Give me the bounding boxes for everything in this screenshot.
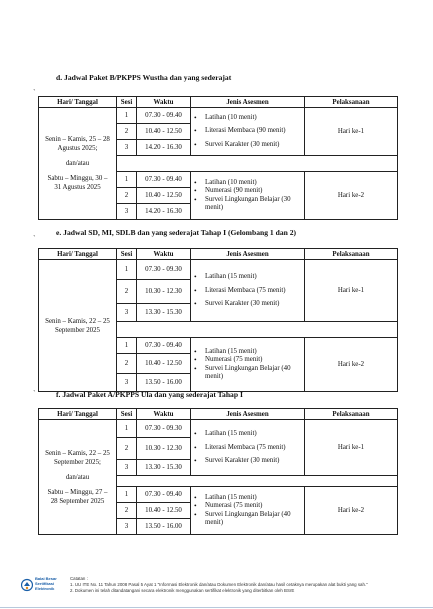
waktu-cell: 07.30 - 09.40 <box>137 108 191 124</box>
jenis-item: • Latihan (10 menit) <box>193 114 302 122</box>
jenis-item: • Literasi Membaca (75 menit) <box>193 287 302 295</box>
sesi-cell: 3 <box>117 304 137 322</box>
sesi-cell: 3 <box>117 374 137 392</box>
bsre-logo <box>20 575 70 599</box>
jenis-cell <box>191 260 305 322</box>
section-e-table <box>38 248 398 392</box>
day-range-2: Sabtu – Minggu, 30 – 31 Agustus 2025 <box>47 175 108 191</box>
footer-notes <box>70 576 368 594</box>
bsre-logo-text: Balai Besar Sertifikasi Elektronik <box>35 576 57 591</box>
section-f-table <box>38 408 398 535</box>
sesi-cell: 3 <box>117 140 137 156</box>
header-hari: Hari/ Tanggal <box>39 97 117 108</box>
waktu-cell: 07.30 - 09.30 <box>137 420 191 438</box>
header-waktu: Waktu <box>137 97 191 108</box>
sesi-cell: 2 <box>117 188 137 204</box>
header-hari: Hari/ Tanggal <box>39 409 117 420</box>
dan-atau: dan/atau <box>65 473 90 481</box>
page-footer <box>20 573 420 603</box>
waktu-cell: 13.50 - 16.00 <box>137 374 191 392</box>
waktu-cell: 10.30 - 12.30 <box>137 438 191 460</box>
header-sesi: Sesi <box>117 97 137 108</box>
pelaksanaan-cell: Hari ke-1 <box>305 108 398 156</box>
header-waktu: Waktu <box>137 249 191 260</box>
jenis-item: • Literasi Membaca (75 menit) <box>193 444 302 452</box>
waktu-cell: 13.30 - 15.30 <box>137 460 191 476</box>
waktu-cell: 14.20 - 16.30 <box>137 140 191 156</box>
jenis-item: • Latihan (15 menit) <box>193 430 302 438</box>
jenis-item: • Latihan (15 menit) <box>193 494 302 502</box>
jenis-item: • Numerasi (75 menit) <box>193 502 302 510</box>
sesi-cell: 2 <box>117 503 137 519</box>
day-range-1: Senin – Kamis, 22 – 25 September 2025; <box>45 449 110 466</box>
waktu-cell: 10.40 - 12.50 <box>137 124 191 140</box>
jenis-cell <box>191 420 305 476</box>
sesi-cell: 2 <box>117 124 137 140</box>
waktu-cell: 10.40 - 12.50 <box>137 188 191 204</box>
header-waktu: Waktu <box>137 409 191 420</box>
jenis-cell <box>191 172 305 220</box>
table-header-row <box>39 249 398 260</box>
jenis-item: • Survei Karakter (30 menit) <box>193 457 302 465</box>
sesi-cell: 1 <box>117 338 137 354</box>
header-pelaksanaan: Pelaksanaan <box>305 97 398 108</box>
sesi-cell: 1 <box>117 108 137 124</box>
header-jenis: Jenis Asesmen <box>191 97 305 108</box>
jenis-item: • Latihan (15 menit) <box>193 348 302 356</box>
waktu-cell: 13.50 - 16.00 <box>137 519 191 535</box>
sesi-cell: 3 <box>117 460 137 476</box>
header-hari: Hari/ Tanggal <box>39 249 117 260</box>
waktu-cell: 10.40 - 12.50 <box>137 503 191 519</box>
section-d-table <box>38 96 398 220</box>
section-e-title: e. Jadwal SD, MI, SDLB dan yang sederajat Tahap I (Gelombang 1 dan 2) <box>56 228 297 237</box>
jenis-cell <box>191 108 305 156</box>
sesi-cell: 2 <box>117 438 137 460</box>
header-sesi: Sesi <box>117 249 137 260</box>
jenis-item: • Survei Lingkungan Belajar (40 menit) <box>193 511 302 528</box>
jenis-cell <box>191 338 305 392</box>
day-range-2: Sabtu – Minggu, 27 – 28 September 2025 <box>47 488 108 505</box>
dan-atau: dan/atau <box>65 160 90 167</box>
table-row <box>39 108 398 124</box>
jenis-item: • Survei Lingkungan Belajar (30 menit) <box>193 196 302 213</box>
sesi-cell: 3 <box>117 519 137 535</box>
table-row <box>39 420 398 438</box>
sesi-cell: 3 <box>117 204 137 220</box>
margin-mark: ` <box>33 88 36 97</box>
section-f-title: f. Jadwal Paket A/PKPPS Ula dan yang sederajat Tahap I <box>56 390 243 399</box>
catatan-label: Catatan : <box>70 576 88 581</box>
waktu-cell: 07.30 - 09.40 <box>137 172 191 188</box>
table-row <box>39 260 398 280</box>
sesi-cell: 2 <box>117 280 137 304</box>
day-cell <box>39 420 117 535</box>
pelaksanaan-cell: Hari ke-2 <box>305 172 398 220</box>
header-pelaksanaan: Pelaksanaan <box>305 249 398 260</box>
jenis-item: • Latihan (10 menit) <box>193 179 302 187</box>
jenis-item: • Latihan (15 menit) <box>193 273 302 281</box>
table-header-row <box>39 409 398 420</box>
jenis-item: • Numerasi (90 menit) <box>193 187 302 195</box>
jenis-cell <box>191 487 305 535</box>
waktu-cell: 07.30 - 09.30 <box>137 260 191 280</box>
waktu-cell: 14.20 - 16.30 <box>137 204 191 220</box>
day-range-1: Senin – Kamis, 25 – 28 Agustus 2025; <box>45 136 110 152</box>
header-sesi: Sesi <box>117 409 137 420</box>
header-jenis: Jenis Asesmen <box>191 249 305 260</box>
pelaksanaan-cell: Hari ke-1 <box>305 420 398 476</box>
jenis-item: • Literasi Membaca (90 menit) <box>193 127 302 135</box>
footer-divider <box>0 607 433 608</box>
waktu-cell: 07.30 - 09.40 <box>137 338 191 354</box>
pelaksanaan-cell: Hari ke-2 <box>305 487 398 535</box>
waktu-cell: 10.30 - 12.30 <box>137 280 191 304</box>
sesi-cell: 1 <box>117 420 137 438</box>
sesi-cell: 1 <box>117 260 137 280</box>
header-jenis: Jenis Asesmen <box>191 409 305 420</box>
day-range-1: Senin – Kamis, 22 – 25 September 2025 <box>45 317 110 334</box>
pelaksanaan-cell: Hari ke-1 <box>305 260 398 322</box>
footer-note: 2. Dokumen ini telah ditandatangani secara elektronik menggunakan sertifikat elektronik yang diterbitkan oleh BSrE <box>70 588 295 593</box>
pelaksanaan-cell: Hari ke-2 <box>305 338 398 392</box>
sesi-cell: 2 <box>117 354 137 374</box>
table-header-row <box>39 97 398 108</box>
header-pelaksanaan: Pelaksanaan <box>305 409 398 420</box>
jenis-item: • Survei Karakter (30 menit) <box>193 300 302 308</box>
waktu-cell: 10.40 - 12.50 <box>137 354 191 374</box>
sesi-cell: 1 <box>117 172 137 188</box>
margin-mark: ` <box>33 389 36 398</box>
jenis-item: • Survei Karakter (30 menit) <box>193 141 302 149</box>
day-cell <box>39 260 117 392</box>
sesi-cell: 1 <box>117 487 137 503</box>
footer-note: 1. UU ITE No. 11 Tahun 2008 Pasal 5 Ayat 1 "Informasi Elektronik dan/atau Dokumen Elektronik dan/atau hasil cetaknya merupakan alat bukti yang sah." <box>70 582 368 587</box>
day-cell <box>39 108 117 220</box>
bsre-logo-icon <box>21 578 33 592</box>
margin-mark: ` <box>33 234 36 243</box>
waktu-cell: 13.30 - 15.30 <box>137 304 191 322</box>
section-d-title: d. Jadwal Paket B/PKPPS Wustha dan yang sederajat <box>56 73 232 82</box>
jenis-item: • Survei Lingkungan Belajar (40 menit) <box>193 365 302 382</box>
jenis-item: • Numerasi (75 menit) <box>193 356 302 364</box>
waktu-cell: 07.30 - 09.40 <box>137 487 191 503</box>
